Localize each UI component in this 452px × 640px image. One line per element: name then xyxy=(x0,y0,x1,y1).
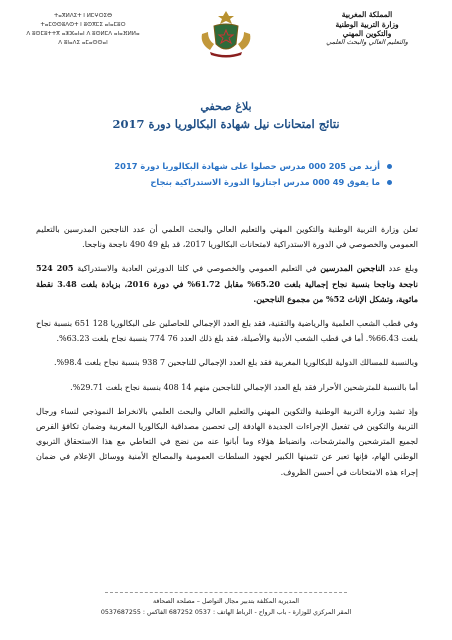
header-left-line: ⴷ ⵓⵏⴰⴷⵉ ⴰⵎⴰⵙⵙⴰⵏ xyxy=(58,40,108,46)
footer-divider xyxy=(105,592,347,593)
document-subtitle: نتائج امتحانات نيل شهادة البكالوريا دورة 2017 xyxy=(112,117,340,131)
header-right-line: المملكة المغربية xyxy=(341,10,393,19)
paragraph: وفي قطب الشعب العلمية والرياضية والتقنية، فقد بلغ العدد الإجمالي للحاصلين على البكالوريا 128 651 بنسبة نجاح بلغت 66.43%. أما في قطب الشعب الأدبية والأصيلة، فقد بلغ ذلك العدد 76 774 بنسبة نجاح بلغت 63.23%. xyxy=(36,319,418,344)
footer xyxy=(0,596,452,618)
moroccan-coat-of-arms-icon xyxy=(196,8,256,60)
paragraph: وبالنسبة للمسالك الدولية للبكالوريا المغربية فقد بلغ العدد الإجمالي للناجحين 7 938 بنسبة نجاح بلغت 98.4%. xyxy=(54,358,418,368)
paragraph: أما بالنسبة للمترشحين الأحرار فقد بلغ العدد الإجمالي للناجحين منهم 14 408 بنسبة نجاح بلغت 29.71%. xyxy=(70,382,418,392)
list-item-text: ما يفوق 49 000 مدرس اجتازوا الدورة الاستدراكية بنجاح xyxy=(150,177,380,187)
text-run-bold: الناجحين المدرسين xyxy=(320,263,385,274)
header-left-line: ⵜⴰⵎⵙⵙⵓⴷⵙⵜ ⵏ ⵓⵙⴳⵎⵉ ⴰⵏⴰⵎⵓⵔ xyxy=(40,22,126,28)
paragraph: تعلن وزارة التربية الوطنية والتكوين المهني والتعليم العالي والبحث العلمي أن عدد الناجحين المدرسين بالتعليم العمومي والخصوصي في الدورة الاستدراكية لامتحانات البكالوريا 2017، قد بلغ 49 490 ناجحة وناجحا. xyxy=(36,225,418,250)
bullet-icon xyxy=(387,180,392,185)
document-title: بلاغ صحفي xyxy=(200,100,252,113)
highlights-list xyxy=(62,160,392,192)
bullet-icon xyxy=(387,164,392,169)
header-left-line: ⴷ ⵓⵙⵎⵓⵜⵜⴳ ⴰⵣⵣⴰⵏⴰⵏ ⴷ ⵓⵙⵍⵎⴷ ⴰⵏⴰⴼⵍⵍⴰ xyxy=(26,31,140,37)
text-run: في التعليم العمومي والخصوصي في كلتا الدورتين العادية والاستدراكية xyxy=(73,264,321,274)
header-left-line: ⵜⴰⴳⵍⴷⵉⵜ ⵏ ⵍⵎⵖⵔⵉⴱ xyxy=(53,13,113,19)
footer-line: المديرية المكلفة بتدبير مجال التواصل – مصلحة الصحافة xyxy=(152,598,300,605)
list-item-text: أزيد من 205 000 مدرس حصلوا على شهادة البكالوريا دورة 2017 xyxy=(114,161,380,171)
text-run-bold: 205 524 ناجحة وناجحا بنسبة نجاح إجمالية بلغت 65.20% مقابل 61.72% في دورة 2016، بزيادة بلغت 3.48 نقطة مائوية، وتشكل الإناث 52% من مجموع الناجحين. xyxy=(36,263,418,304)
header-right-line: والتعليم العالي والبحث العلمي xyxy=(326,38,408,46)
header-right-line: والتكوين المهني xyxy=(342,29,392,38)
list-item xyxy=(62,160,392,173)
body-text xyxy=(36,222,418,489)
paragraph-summary xyxy=(36,261,418,307)
paragraph: وإذ تشيد وزارة التربية الوطنية والتكوين المهني والتعليم العالي والبحث العلمي بالانخراط النموذجي لنساء ورجال التربية والتكوين في تفعيل الإجراءات الجديدة الهادفة إلى تحصين مصداقية البكالوريا المغربية وضمان تكافؤ الفرص لجميع المترشحين والمترشحات، وانضباط هؤلاء وما أبانوا عنه من نضج في التعاطي مع هذا الاستحقاق التربوي الوطني الهام، فإنها تعبر عن تثمينها الكبير لجهود السلطات العمومية والمصالح الأمنية ووسائل الإعلام في ضمان إجراء هذه الامتحانات في أحسن الظروف. xyxy=(36,406,418,477)
title-block xyxy=(20,100,432,132)
header-right-line: وزارة التربية الوطنية xyxy=(335,20,399,29)
list-item xyxy=(62,176,392,189)
text-run: وبلغ عدد xyxy=(384,264,418,274)
header-left-tifinagh xyxy=(8,12,158,48)
footer-line: المقر المركزي للوزارة - باب الرواح - الرباط الهاتف : 0537 687252 الفاكس : 0537687255 xyxy=(100,609,352,616)
header-right-arabic xyxy=(292,10,442,47)
